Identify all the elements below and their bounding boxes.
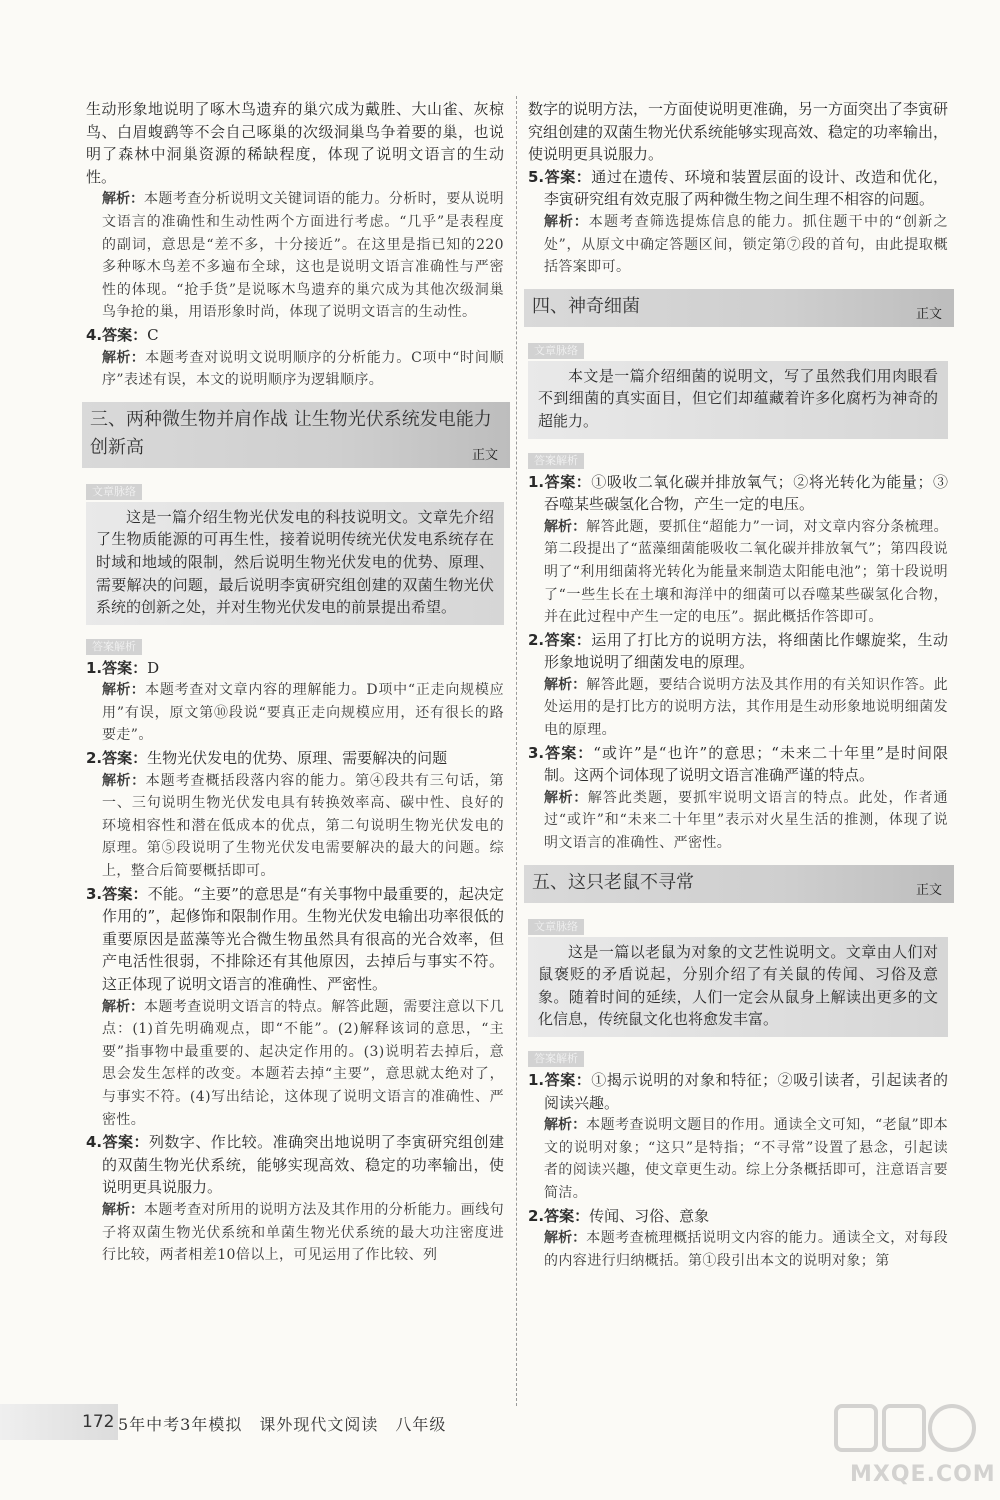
section-intro: 这是一篇以老鼠为对象的文艺性说明文。文章由人们对鼠褒贬的矛盾说起，分别介绍了有关鼠的传闻、习俗及意象。随着时间的延续，人们一定会从鼠身上解读出更多的文化信息，传统鼠文化也将愈发丰富。: [528, 937, 948, 1037]
section-title: 五、这只老鼠不寻常 正文: [524, 865, 954, 903]
watermark-text: MXQE.COM: [850, 1462, 996, 1487]
answer-item: 4.答案：C: [86, 325, 159, 344]
answer-item: 4.答案：列数字、作比较。准确突出地说明了李寅研究组创建的双菌生物光伏系统，能够实现高效、稳定的功率输出，使说明更具说服力。: [86, 1133, 504, 1197]
section-badge: 文章脉络: [528, 343, 584, 359]
section-tag: 正文: [915, 306, 942, 322]
answer-item: 2.答案：传闻、习俗、意象: [528, 1206, 710, 1225]
answer-item: 5.答案：通过在遗传、环境和装置层面的设计、改造和优化，李寅研究组有效克服了两种微生物之间生理不相容的问题。: [528, 167, 948, 209]
analysis: 解析：本题考查说明文语言的特点。解答此题，需要注意以下几点：(1)首先明确观点，即“不能”。(2)解释该词的意思，“主要”指事物中最重要的、起决定作用的。(3)说明若去掉后，意思会发生怎样的改变。本题若去掉“主要”，意思就太绝对了，与事实不符。(4)写出结论，这体现了说明文语言的准确性、严密性。: [102, 998, 504, 1128]
analysis: 解析：解答此题，要抓住“超能力”一词，对文章内容分条梳理。第二段提出了“蓝藻细菌能吸收二氧化碳并排放氧气”；第四段说明了“利用细菌将光转化为能量来制造太阳能电池”；第十段说明了“一些生长在土壤和海洋中的细菌可以吞噬某些碳氢化合物，并在此过程中产生一定的电压”。据此概括作答即可。: [544, 518, 948, 626]
section-title: 四、神奇细菌 正文: [524, 289, 954, 327]
analysis: 解析：本题考查梳理概括说明文内容的能力。通读全文，对每段的内容进行归纳概括。第①段引出本文的说明对象；第: [544, 1230, 949, 1269]
answer-item: 3.答案：“或许”是“也许”的意思；“未来二十年里”是时间限制。这两个词体现了说明文语言准确严谨的特点。: [528, 743, 948, 785]
section-intro: 这是一篇介绍生物光伏发电的科技说明文。文章先介绍了生物质能源的可再生性，接着说明传统光伏发电系统存在时域和地域的限制，然后说明生物光伏发电的优势、原理、需要解决的问题，最后说明李寅研究组创建的双菌生物光伏系统的创新之处，并对生物光伏发电的前景提出希望。: [86, 502, 504, 625]
section-badge: 文章脉络: [528, 919, 584, 935]
section-intro: 本文是一篇介绍细菌的说明文，写了虽然我们用肉眼看不到细菌的真实面目，但它们却蕴藏着许多化腐朽为神奇的超能力。: [528, 361, 948, 439]
section-tag: 正文: [471, 447, 498, 463]
section-badge: 答案解析: [86, 639, 142, 655]
left-column: [86, 98, 504, 1267]
section-tag: 正文: [915, 882, 942, 898]
answer-item: 2.答案：运用了打比方的说明方法，将细菌比作螺旋桨，生动形象地说明了细菌发电的原理。: [528, 630, 948, 672]
analysis: 解析：本题考查分析说明文关键词语的能力。分析时，要从说明文语言的准确性和生动性两个方面进行考虑。“几乎”是表程度的副词，意思是“差不多，十分接近”。在这里是指已知的220多种啄木鸟差不多遍布全球，这也是说明文语言准确性与严密性的体现。“抢手货”是说啄木鸟遗弃的巢穴成为其他次级洞巢鸟争抢的巢，用语形象时尚，体现了说明文语言的生动性。: [102, 191, 504, 321]
answer-item: 3.答案：不能。“主要”的意思是“有关事物中最重要的，起决定作用的”，起修饰和限制作用。生物光伏发电输出功率很低的重要原因是蓝藻等光合微生物虽然具有很高的光合效率，但产电活性很弱，不排除还有其他原因，去掉后与事实不符。这正体现了说明文语言的准确性、严密性。: [86, 884, 504, 993]
section-badge: 文章脉络: [86, 484, 142, 500]
answer-item: 1.答案：D: [86, 658, 160, 677]
book-title: 5年中考3年模拟 课外现代文阅读 八年级: [118, 1415, 447, 1434]
watermark-icon: [830, 1400, 980, 1460]
analysis: 解析：解答此类题，要抓牢说明文语言的特点。此处，作者通过“或许”和“未来二十年里”表示对火星生活的推测，体现了说明文语言的准确性、严密性。: [544, 789, 949, 852]
analysis: 解析：本题考查说明文题目的作用。通读全文可知，“老鼠”即本文的说明对象；“这只”是特指；“不寻常”设置了悬念，引起读者的阅读兴趣，使文章更生动。综上分条概括即可，注意语言要简洁。: [544, 1117, 948, 1201]
watermark-logo: [830, 1400, 996, 1490]
right-column: [528, 98, 948, 1272]
lead-text: 数字的说明方法，一方面使说明更准确，另一方面突出了李寅研究组创建的双菌生物光伏系统能够实现高效、稳定的功率输出，使说明更具说服力。: [528, 100, 949, 164]
section-title: 三、两种微生物并肩作战 让生物光伏系统发电能力创新高 正文: [82, 402, 510, 468]
analysis: 解析：本题考查概括段落内容的能力。第④段共有三句话，第一、三句说明生物光伏发电具有转换效率高、碳中性、良好的环境相容性和潜在低成本的优点，第二句说明生物光伏发电的原理。第⑤段说明了生物光伏发电需要解决的最大的问题。综上，整合后简要概括即可。: [102, 772, 505, 880]
page-number: 172: [82, 1412, 115, 1432]
column-divider: [516, 96, 517, 1406]
analysis: 解析：本题考查筛选提炼信息的能力。抓住题干中的“创新之处”，从原文中确定答题区间，锁定第⑦段的首句，由此提取概括答案即可。: [544, 213, 948, 276]
answer-item: 2.答案：生物光伏发电的优势、原理、需要解决的问题: [86, 749, 448, 768]
analysis: 解析：本题考查对文章内容的理解能力。D项中“正走向规模应用”有误，原文第⑩段说“要真正走向规模应用，还有很长的路要走”。: [102, 682, 505, 744]
analysis: 解析：本题考查对所用的说明方法及其作用的分析能力。画线句子将双菌生物光伏系统和单菌生物光伏系统的最大功注密度进行比较，两者相差10倍以上，可见运用了作比较、列: [102, 1201, 504, 1264]
lead-text: 生动形象地说明了啄木鸟遗弃的巢穴成为戴胜、大山雀、灰椋鸟、白眉蝮鹞等不会自己啄巢的次级洞巢鸟争着要的巢，也说明了森林中洞巢资源的稀缺程度，体现了说明文语言的生动性。: [86, 100, 504, 186]
answer-item: 1.答案：①吸收二氧化碳并排放氧气；②将光转化为能量；③吞噬某些碳氢化合物，产生一定的电压。: [528, 472, 948, 514]
analysis: 解析：本题考查对说明文说明顺序的分析能力。C项中“时间顺序”表述有误，本文的说明顺序为逻辑顺序。: [102, 349, 504, 389]
answer-item: 1.答案：①揭示说明的对象和特征；②吸引读者，引起读者的阅读兴趣。: [528, 1071, 948, 1112]
section-badge: 答案解析: [528, 1051, 584, 1067]
section-badge: 答案解析: [528, 453, 584, 469]
analysis: 解析：解答此题，要结合说明方法及其作用的有关知识作答。此处运用的是打比方的说明方法，其作用是生动形象地说明细菌发电的原理。: [544, 676, 949, 739]
